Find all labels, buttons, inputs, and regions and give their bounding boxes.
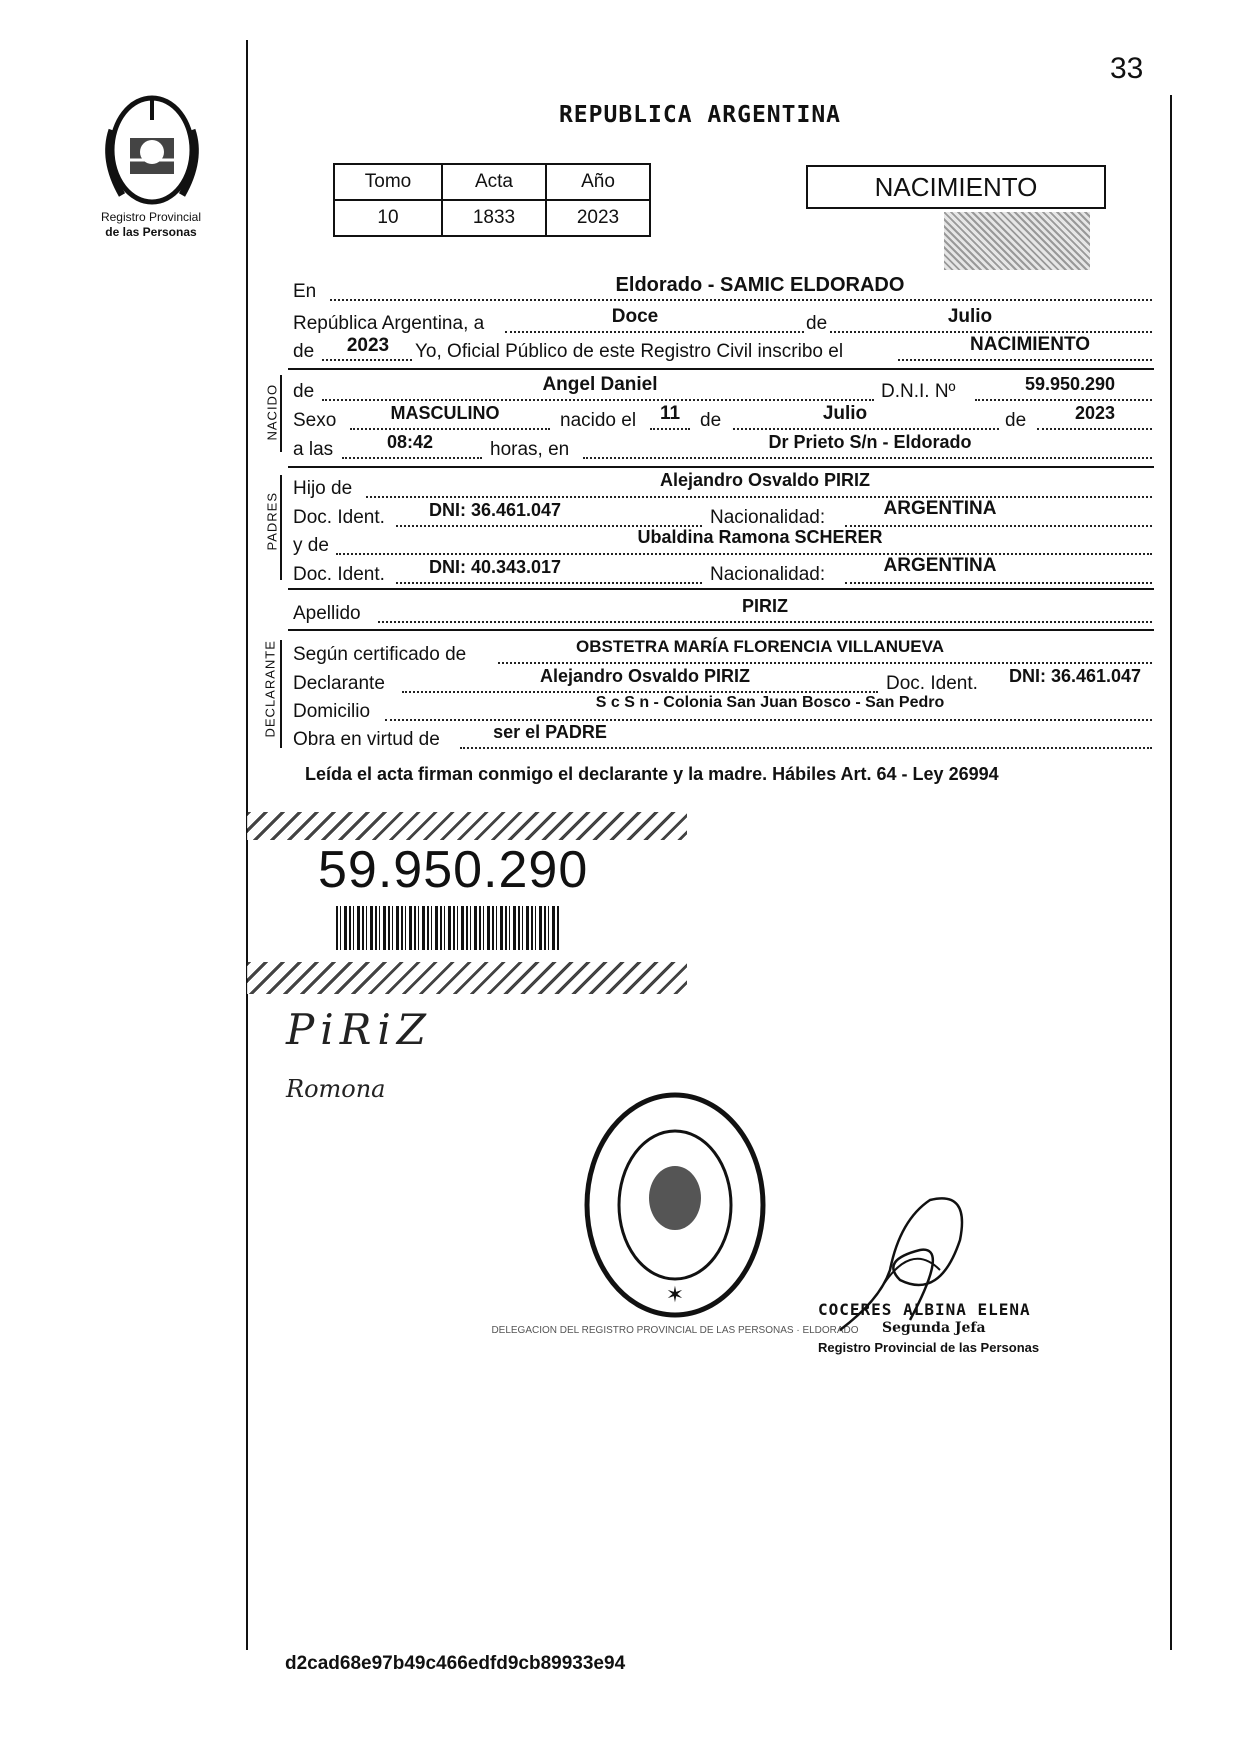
value-lugar: Eldorado - SAMIC ELDORADO [615, 274, 905, 296]
value-sexo: MASCULINO [390, 403, 500, 423]
value-lugar-nac: Dr Prieto S/n - Eldorado [768, 432, 972, 452]
label-yo-oficial: Yo, Oficial Público de este Registro Civil inscribo el [415, 341, 844, 362]
registry-name-line1: Registro Provincial [100, 210, 202, 224]
official-stamp [580, 1090, 770, 1320]
stamp-text: DELEGACION DEL REGISTRO PROVINCIAL DE LAS PERSONAS · ELDORADO [491, 1325, 859, 1336]
side-label-padres: PADRES [264, 492, 280, 551]
divider-4 [288, 629, 1154, 631]
security-band-top [247, 812, 687, 840]
label-dni: D.N.I. Nº [881, 381, 956, 402]
right-margin-line [1170, 95, 1172, 1650]
acta-table [333, 163, 651, 237]
value-domicilio: S c S n - Colonia San Juan Bosco - San Pedro [595, 694, 945, 711]
signature-ramona: Romona [286, 1075, 386, 1103]
label-doc-declarante: Doc. Ident. [886, 673, 978, 694]
value-certificado: OBSTETRA MARÍA FLORENCIA VILLANUEVA [575, 637, 944, 656]
official-name: COCERES ALBINA ELENA [818, 1300, 1031, 1319]
value-mes: Julio [947, 306, 993, 327]
value-madre-doc: DNI: 40.343.017 [428, 557, 562, 577]
value-apellido: PIRIZ [741, 596, 788, 616]
label-sexo: Sexo [293, 410, 337, 431]
id-number: 59.950.290 [318, 841, 589, 899]
divider-2 [288, 466, 1154, 468]
value-madre-nac: ARGENTINA [883, 555, 997, 576]
closing-text: Leída el acta firman conmigo el declarante y la madre. Hábiles Art. 64 - Ley 26994 [305, 764, 999, 784]
value-padre-nac: ARGENTINA [883, 498, 997, 519]
act-type-label: NACIMIENTO [874, 172, 1038, 202]
value-declarante: Alejandro Osvaldo PIRIZ [539, 666, 751, 686]
signature-piriz: PiRiZ [286, 1005, 432, 1054]
label-de-nac-anio: de [1005, 410, 1027, 431]
dots-lugar-nac [583, 457, 1152, 459]
registry-name-line2: de las Personas [105, 225, 197, 239]
dots-hora [342, 457, 482, 459]
left-margin-line [246, 40, 248, 1650]
act-type-box [806, 165, 1106, 209]
value-padre: Alejandro Osvaldo PIRIZ [659, 470, 871, 490]
value-anio: 2023 [546, 200, 650, 236]
label-nacido-el: nacido el [560, 410, 637, 431]
dots-anio [322, 359, 412, 361]
province-logo [92, 90, 212, 210]
label-nac-padre: Nacionalidad: [710, 507, 826, 528]
official-role: Segunda Jefa [882, 1320, 986, 1336]
side-label-nacido: NACIDO [264, 383, 280, 441]
dots-nac-mes [733, 428, 999, 430]
document-hash: d2cad68e97b49c466edfd9cb89933e94 [285, 1653, 626, 1674]
divider-3 [288, 588, 1154, 590]
dots-domicilio [385, 719, 1152, 721]
dots-nombre [322, 399, 874, 401]
dots-dni [975, 399, 1152, 401]
label-de-anio: de [293, 341, 315, 362]
value-obra: ser el PADRE [493, 722, 607, 742]
label-horas-en: horas, en [490, 439, 570, 460]
bracket-nacido [280, 375, 282, 452]
dots-apellido [378, 621, 1152, 623]
label-domicilio: Domicilio [293, 701, 371, 722]
dots-acto [898, 359, 1152, 361]
value-nombre: Angel Daniel [542, 374, 658, 395]
value-declarante-doc: DNI: 36.461.047 [1008, 666, 1142, 686]
value-dia: Doce [611, 306, 659, 327]
value-madre: Ubaldina Ramona SCHERER [637, 527, 883, 547]
label-segun-cert: Según certificado de [293, 644, 467, 665]
dots-nac-dia [650, 428, 690, 430]
label-a-las: a las [293, 439, 334, 460]
svg-text:✶: ✶ [665, 1283, 685, 1308]
value-nac-anio: 2023 [1074, 403, 1116, 423]
barcode [336, 906, 560, 950]
side-label-declarante: DECLARANTE [262, 640, 278, 738]
value-nac-dia: 11 [659, 403, 681, 424]
security-hologram [944, 212, 1090, 270]
label-de-nombre: de [293, 381, 315, 402]
value-anio-acta: 2023 [346, 335, 390, 356]
label-en: En [293, 281, 317, 302]
official-office: Registro Provincial de las Personas [818, 1340, 1040, 1355]
value-acta: 1833 [442, 200, 546, 236]
header-acta: Acta [442, 164, 546, 200]
dots-madre [336, 553, 1152, 555]
label-y-de: y de [293, 535, 329, 556]
header-anio: Año [546, 164, 650, 200]
value-nac-mes: Julio [822, 403, 868, 424]
value-dni: 59.950.290 [1024, 374, 1116, 394]
dots-declarante [402, 691, 878, 693]
value-hora: 08:42 [386, 432, 434, 452]
label-de-mes: de [806, 313, 828, 334]
dots-nac-anio [1037, 428, 1152, 430]
bracket-padres [280, 475, 282, 580]
header-tomo: Tomo [334, 164, 442, 200]
dots-obra [460, 747, 1152, 749]
label-doc-padre: Doc. Ident. [293, 507, 385, 528]
label-hijo-de: Hijo de [293, 478, 353, 499]
dots-sexo [350, 428, 550, 430]
security-band-bottom [247, 962, 687, 994]
label-declarante: Declarante [293, 673, 385, 694]
label-de-nac-mes: de [700, 410, 722, 431]
dots-en [330, 299, 1152, 301]
bracket-declarante [280, 640, 282, 748]
dots-padre [366, 496, 1152, 498]
value-padre-doc: DNI: 36.461.047 [428, 500, 562, 520]
label-doc-madre: Doc. Ident. [293, 564, 385, 585]
dots-doc-madre [396, 582, 702, 584]
value-tomo: 10 [334, 200, 442, 236]
label-apellido: Apellido [293, 603, 361, 624]
label-republica: República Argentina, a [293, 313, 485, 334]
dots-cert [498, 662, 1152, 664]
divider-1 [288, 368, 1154, 370]
label-obra: Obra en virtud de [293, 729, 440, 750]
value-acto: NACIMIENTO [970, 334, 1090, 355]
dots-nac-madre [845, 582, 1152, 584]
label-nac-madre: Nacionalidad: [710, 564, 826, 585]
country-title: REPUBLICA ARGENTINA [558, 102, 842, 128]
page-number: 33 [1110, 52, 1144, 85]
